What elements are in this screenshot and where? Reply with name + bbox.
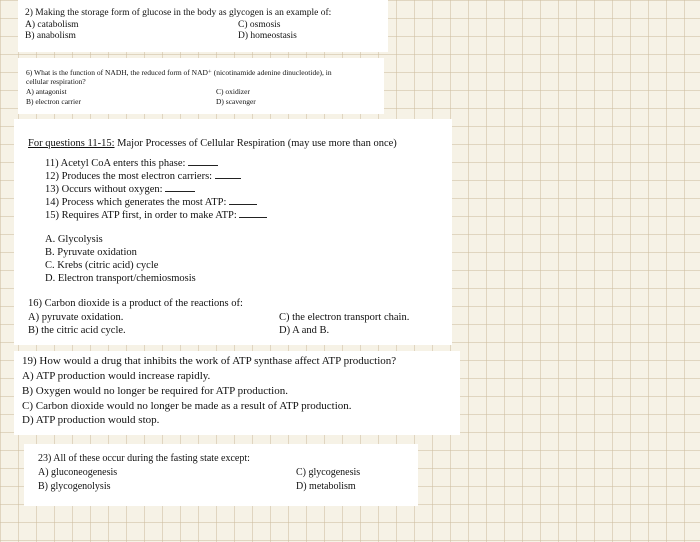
questions-11-15-heading: [28, 138, 397, 149]
question-16-option-b: B) the citric acid cycle.: [28, 325, 126, 336]
question-2-option-c: C) osmosis: [238, 20, 281, 30]
question-19-option-d: D) ATP production would stop.: [22, 414, 160, 426]
question-23-option-d: D) metabolism: [296, 481, 356, 492]
question-12: [45, 169, 241, 182]
question-13: [45, 182, 195, 195]
question-19-card: [14, 351, 460, 435]
question-19-option-a: A) ATP production would increase rapidly.: [22, 370, 211, 382]
question-11-text: 11) Acetyl CoA enters this phase:: [45, 158, 186, 169]
choice-a-glycolysis: A. Glycolysis: [45, 234, 103, 245]
question-16-option-c: C) the electron transport chain.: [279, 312, 410, 323]
question-6-option-c: C) oxidizer: [216, 87, 250, 96]
question-16-option-d: D) A and B.: [279, 325, 330, 336]
question-19-option-c: C) Carbon dioxide would no longer be made as a result of ATP production.: [22, 400, 352, 412]
question-23-option-a: A) gluconeogenesis: [38, 467, 118, 478]
question-15: [45, 208, 267, 221]
question-14-text: 14) Process which generates the most ATP:: [45, 197, 227, 208]
question-6-option-a: A) antagonist: [26, 87, 67, 96]
question-14: [45, 195, 257, 208]
questions-11-15-heading-text: Major Processes of Cellular Respiration (may use more than once): [114, 138, 397, 149]
choice-d-electron-transport: D. Electron transport/chemiosmosis: [45, 273, 196, 284]
answer-blank-14[interactable]: [229, 195, 257, 205]
question-12-text: 12) Produces the most electron carriers:: [45, 171, 213, 182]
question-2-option-b: B) anabolism: [25, 31, 76, 41]
questions-11-16-card: [14, 119, 452, 345]
question-6-stem-line1: 6) What is the function of NADH, the reduced form of NAD⁺ (nicotinamide adenine dinucleotide), in: [26, 68, 332, 77]
question-6-option-d: D) scavenger: [216, 97, 256, 106]
question-15-text: 15) Requires ATP first, in order to make ATP:: [45, 210, 237, 221]
question-16-stem: 16) Carbon dioxide is a product of the reactions of:: [28, 298, 243, 309]
answer-blank-15[interactable]: [239, 208, 267, 218]
question-13-text: 13) Occurs without oxygen:: [45, 184, 163, 195]
questions-11-15-heading-range: For questions 11-15:: [28, 138, 115, 149]
choice-b-pyruvate-oxidation: B. Pyruvate oxidation: [45, 247, 137, 258]
question-6-stem-line2: cellular respiration?: [26, 77, 86, 86]
question-16-option-a: A) pyruvate oxidation.: [28, 312, 124, 323]
question-6-option-b: B) electron carrier: [26, 97, 81, 106]
question-19-option-b: B) Oxygen would no longer be required for ATP production.: [22, 385, 288, 397]
question-19-stem: 19) How would a drug that inhibits the work of ATP synthase affect ATP production?: [22, 355, 397, 367]
question-11: [45, 156, 218, 169]
question-2-stem: 2) Making the storage form of glucose in the body as glycogen is an example of:: [25, 8, 332, 18]
question-23-option-b: B) glycogenolysis: [38, 481, 111, 492]
answer-blank-12[interactable]: [215, 169, 241, 179]
question-2-card: [18, 0, 388, 52]
question-23-card: [24, 444, 418, 506]
question-2-option-a: A) catabolism: [25, 20, 79, 30]
answer-blank-11[interactable]: [188, 156, 218, 166]
question-2-option-d: D) homeostasis: [238, 31, 297, 41]
question-23-option-c: C) glycogenesis: [296, 467, 361, 478]
choice-c-krebs-cycle: C. Krebs (citric acid) cycle: [45, 260, 159, 271]
question-6-card: [18, 58, 384, 114]
question-23-stem: 23) All of these occur during the fasting state except:: [38, 453, 250, 464]
answer-blank-13[interactable]: [165, 182, 195, 192]
